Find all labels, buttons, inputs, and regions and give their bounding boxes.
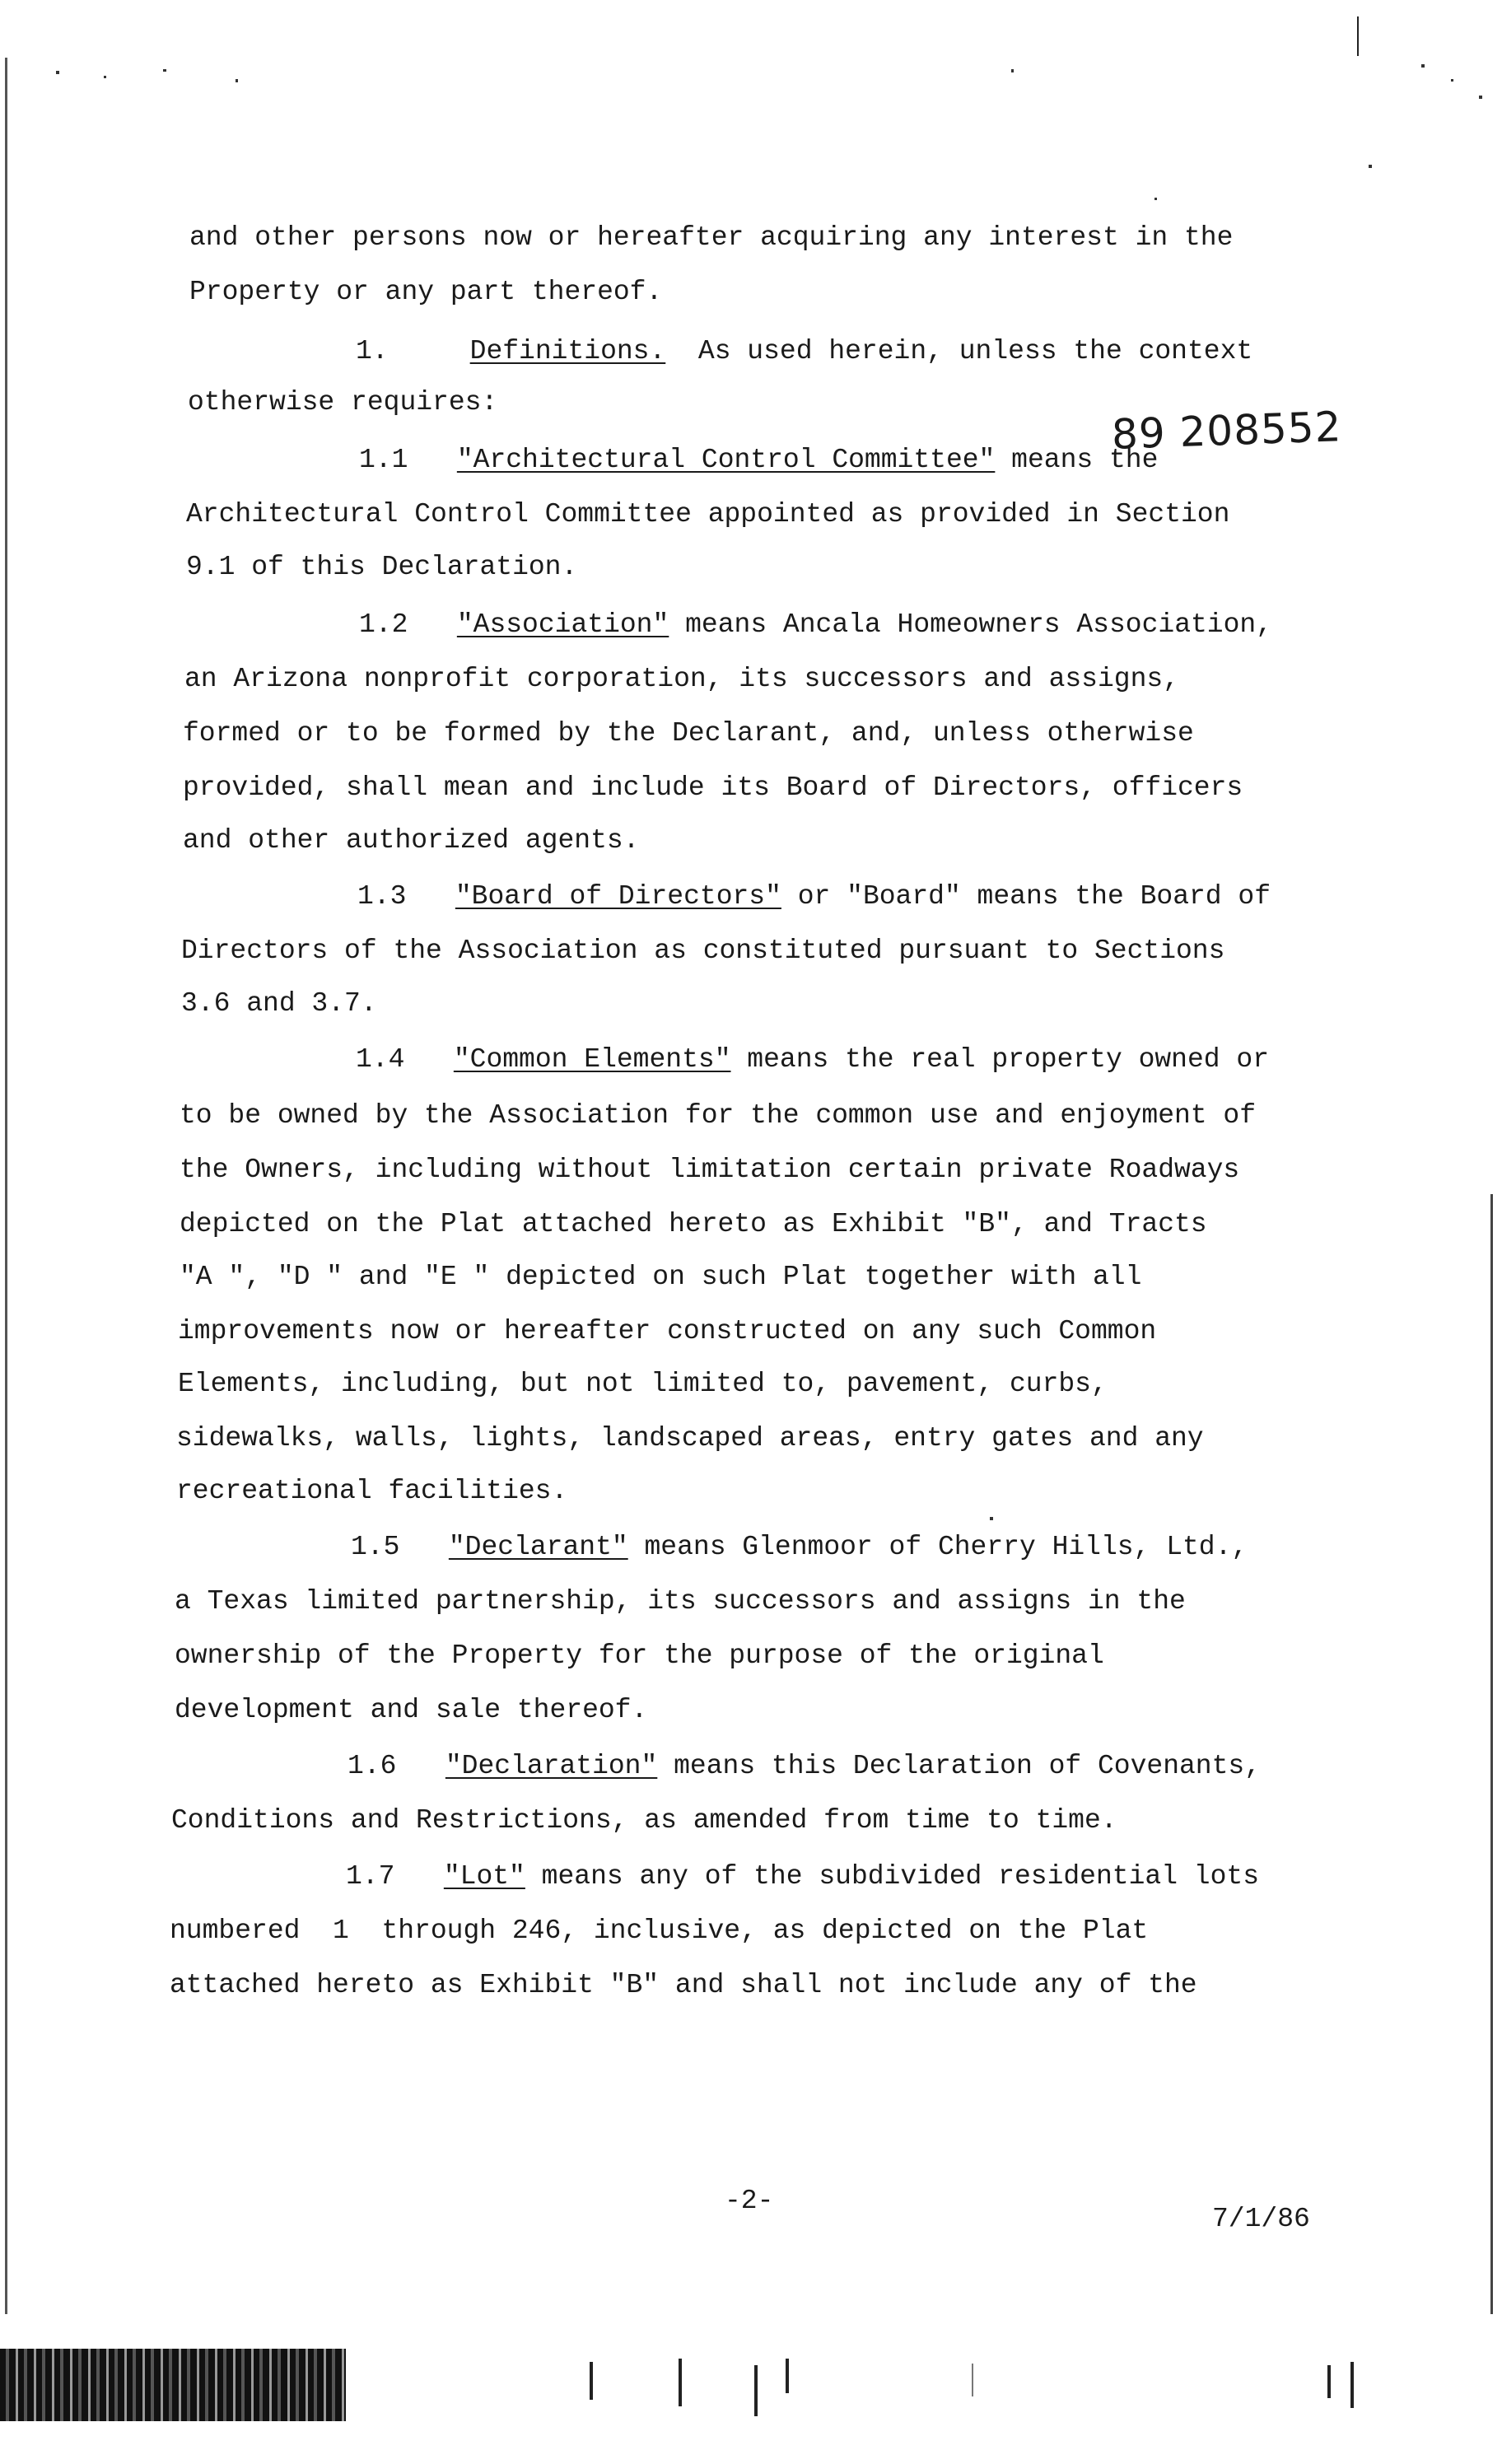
section-term: "Declaration" xyxy=(445,1751,658,1781)
body-line: and other persons now or hereafter acquiring any interest in the xyxy=(189,222,1234,253)
section-text: As used herein, unless the context xyxy=(665,336,1253,366)
section-number: 1.2 xyxy=(359,609,408,640)
section-1-2-heading xyxy=(359,611,1272,638)
scan-speck xyxy=(1011,69,1014,72)
section-text: means the xyxy=(995,445,1159,475)
body-line: Directors of the Association as constituted pursuant to Sections xyxy=(181,936,1225,966)
scan-mark xyxy=(1327,2365,1331,2398)
scan-edge-left xyxy=(5,58,7,2314)
body-line: Architectural Control Committee appointed as provided in Section xyxy=(186,499,1230,530)
section-1-1-heading xyxy=(359,446,1158,474)
section-text: means Glenmoor of Cherry Hills, Ltd., xyxy=(627,1532,1248,1562)
document-date: 7/1/86 xyxy=(1212,2204,1310,2234)
scan-speck xyxy=(163,69,166,72)
section-number: 1.1 xyxy=(359,445,408,475)
body-line: a Texas limited partnership, its successors and assigns in the xyxy=(175,1586,1186,1617)
scan-speck xyxy=(990,1517,993,1520)
body-line: depicted on the Plat attached hereto as Exhibit "B", and Tracts xyxy=(180,1209,1207,1239)
body-line: otherwise requires: xyxy=(188,387,498,418)
body-line: an Arizona nonprofit corporation, its successors and assigns, xyxy=(184,664,1179,694)
page-number: -2- xyxy=(725,2186,774,2216)
scan-speck xyxy=(236,79,238,82)
scan-speck xyxy=(56,71,59,74)
section-term: Definitions. xyxy=(469,336,666,366)
body-line: improvements now or hereafter constructed on any such Common xyxy=(178,1316,1157,1346)
body-line: 3.6 and 3.7. xyxy=(181,988,377,1019)
body-line: 9.1 of this Declaration. xyxy=(186,552,578,582)
section-text: means Ancala Homeowners Association, xyxy=(669,609,1273,640)
body-line: development and sale thereof. xyxy=(175,1695,648,1725)
body-line: to be owned by the Association for the common use and enjoyment of xyxy=(180,1100,1257,1131)
scan-speck xyxy=(1421,64,1425,68)
section-number: 1.3 xyxy=(357,881,407,912)
scan-mark xyxy=(1357,16,1359,56)
scan-mark xyxy=(786,2359,789,2393)
section-1-5-heading xyxy=(351,1533,1248,1561)
section-1-6-heading xyxy=(348,1752,1261,1780)
body-line: Elements, including, but not limited to, pavement, curbs, xyxy=(178,1369,1108,1399)
section-number: 1.5 xyxy=(351,1532,400,1562)
section-text: means any of the subdivided residential lots xyxy=(525,1861,1260,1892)
section-1-7-heading xyxy=(346,1863,1259,1890)
scan-speck xyxy=(1154,198,1157,200)
scan-edge-right xyxy=(1490,1194,1493,2314)
section-term: "Architectural Control Committee" xyxy=(456,445,996,475)
body-line: and other authorized agents. xyxy=(183,825,640,856)
body-line: the Owners, including without limitation certain private Roadways xyxy=(180,1155,1240,1185)
section-term: "Declarant" xyxy=(448,1532,628,1562)
body-line: Conditions and Restrictions, as amended from time to time. xyxy=(171,1805,1117,1836)
section-number: 1.7 xyxy=(346,1861,395,1892)
section-1-3-heading xyxy=(357,883,1271,910)
section-term: "Lot" xyxy=(443,1861,525,1892)
section-text: means the real property owned or xyxy=(730,1044,1270,1075)
section-number: 1.6 xyxy=(348,1751,397,1781)
scan-speck xyxy=(1369,165,1372,168)
scan-speck xyxy=(104,76,106,78)
body-line: sidewalks, walls, lights, landscaped areas, entry gates and any xyxy=(176,1423,1204,1454)
section-term: "Common Elements" xyxy=(453,1044,731,1075)
body-line: ownership of the Property for the purpose of the original xyxy=(175,1640,1104,1671)
scan-speck xyxy=(1479,96,1482,99)
body-line: Property or any part thereof. xyxy=(189,277,663,307)
scan-mark xyxy=(972,2364,973,2396)
section-term: "Association" xyxy=(456,609,669,640)
section-term: "Board of Directors" xyxy=(455,881,781,912)
scan-smudge xyxy=(0,2349,346,2421)
body-line: "A ", "D " and "E " depicted on such Plat together with all xyxy=(180,1262,1142,1292)
scan-mark xyxy=(679,2359,682,2406)
section-1-4-heading xyxy=(356,1046,1269,1073)
section-number: 1.4 xyxy=(356,1044,405,1075)
section-text: means this Declaration of Covenants, xyxy=(657,1751,1262,1781)
scan-mark xyxy=(590,2362,593,2400)
body-line: provided, shall mean and include its Board of Directors, officers xyxy=(183,772,1243,803)
section-text: or "Board" means the Board of xyxy=(781,881,1271,912)
scan-speck xyxy=(1451,79,1453,82)
section-number: 1. xyxy=(356,336,389,366)
body-line: formed or to be formed by the Declarant, and, unless otherwise xyxy=(183,718,1194,749)
body-line: attached hereto as Exhibit "B" and shall not include any of the xyxy=(170,1970,1197,2000)
body-line: numbered 1 through 246, inclusive, as depicted on the Plat xyxy=(170,1916,1149,1946)
section-1-heading xyxy=(356,338,1252,365)
body-line: recreational facilities. xyxy=(176,1476,568,1506)
scan-mark xyxy=(1350,2362,1354,2408)
recording-stamp-number: 89 208552 xyxy=(1111,403,1343,459)
scan-mark xyxy=(754,2365,758,2416)
